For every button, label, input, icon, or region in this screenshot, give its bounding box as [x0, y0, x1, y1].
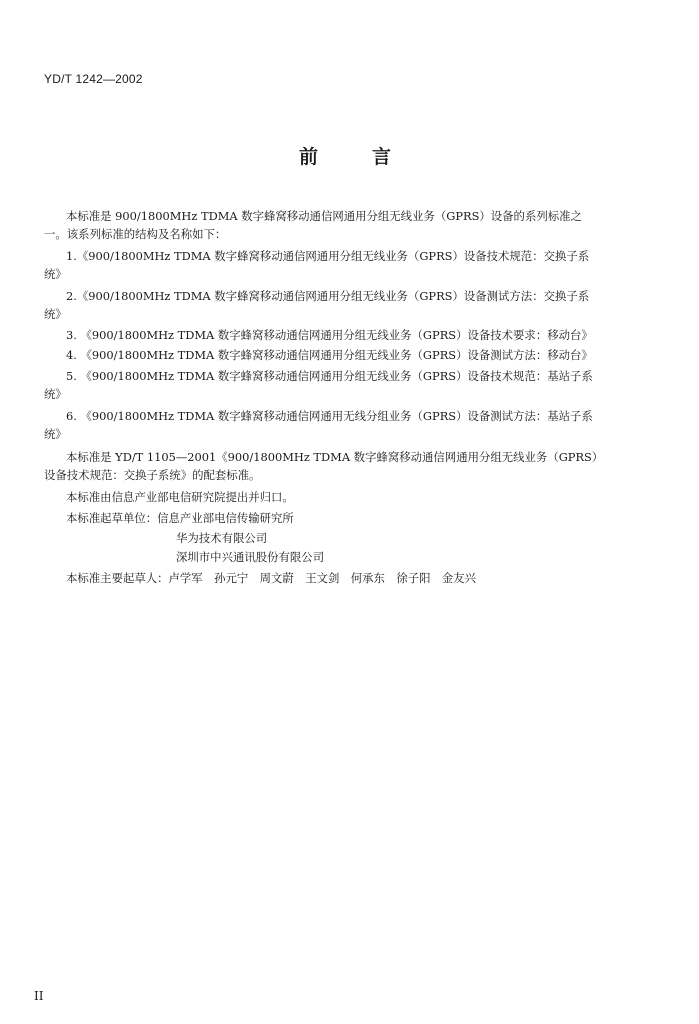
series-item-6-cont: 统》 — [44, 427, 67, 441]
proposer-statement: 本标准由信息产业部电信研究院提出并归口。 — [66, 490, 294, 504]
series-item-5: 5. 《900/1800MHz TDMA 数字蜂窝移动通信网通用分组无线业务（GPRS）设备技术规范：基站子系 — [66, 369, 593, 383]
reference-line-2: 设备技术规范：交换子系统》的配套标准。 — [44, 468, 261, 482]
series-item-3: 3. 《900/1800MHz TDMA 数字蜂窝移动通信网通用分组无线业务（GPRS）设备技术要求：移动台》 — [66, 328, 593, 342]
standard-code: YD/T 1242—2002 — [44, 72, 143, 86]
intro-line-1: 本标准是 900/1800MHz TDMA 数字蜂窝移动通信网通用分组无线业务（GPRS）设备的系列标准之 — [66, 209, 582, 223]
series-item-2-cont: 统》 — [44, 307, 67, 321]
intro-line-2: 一。该系列标准的结构及名称如下： — [44, 227, 227, 241]
reference-line-1: 本标准是 YD/T 1105—2001《900/1800MHz TDMA 数字蜂窝移动通信网通用分组无线业务（GPRS） — [66, 450, 604, 464]
drafting-unit-1: 本标准起草单位：信息产业部电信传输研究所 — [66, 511, 294, 525]
page-number: II — [34, 989, 44, 1003]
drafting-unit-2: 华为技术有限公司 — [176, 531, 268, 545]
series-item-4: 4. 《900/1800MHz TDMA 数字蜂窝移动通信网通用分组无线业务（GPRS）设备测试方法：移动台》 — [66, 348, 593, 362]
drafting-unit-3: 深圳市中兴通讯股份有限公司 — [176, 550, 325, 564]
series-item-6: 6. 《900/1800MHz TDMA 数字蜂窝移动通信网通用无线分组业务（GPRS）设备测试方法：基站子系 — [66, 409, 593, 423]
series-item-1-cont: 统》 — [44, 267, 67, 281]
series-item-5-cont: 统》 — [44, 387, 67, 401]
series-item-2: 2.《900/1800MHz TDMA 数字蜂窝移动通信网通用分组无线业务（GPRS）设备测试方法：交换子系 — [66, 289, 590, 303]
series-item-1: 1.《900/1800MHz TDMA 数字蜂窝移动通信网通用分组无线业务（GPRS）设备技术规范：交换子系 — [66, 249, 590, 263]
authors-list: 本标准主要起草人：卢学军 孙元宁 周文蔚 王文剑 何承东 徐子阳 金友兴 — [66, 571, 477, 585]
page-title: 前言 — [299, 146, 446, 168]
